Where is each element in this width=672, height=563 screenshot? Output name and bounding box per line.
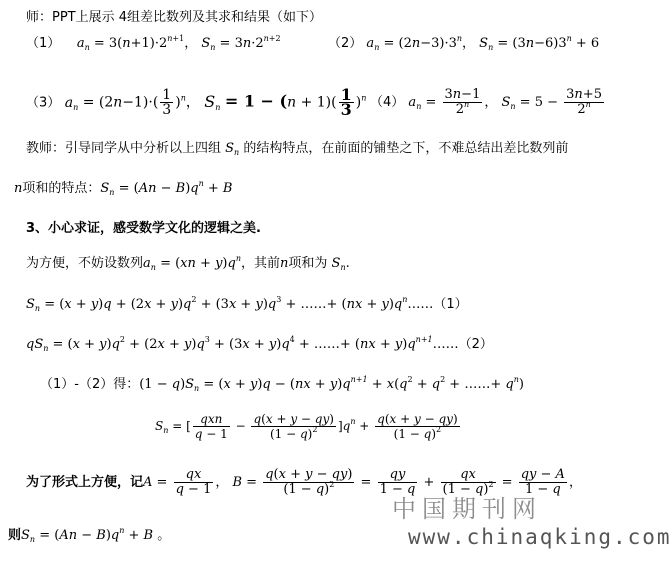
section-title: 3、小心求证，感受数学文化的逻辑之美. [26, 221, 261, 236]
watermark-url: www.chinaqking.com [408, 525, 672, 549]
equation-2: $qS_n = (x + y)q^2 + (2x + y)q^3 + (3x + y)q^4$ + ……+ $(nx + y)q^{n+1}\dots\dots(2)$ [26, 335, 493, 353]
watermark-chinese: 中国期刊网 [392, 495, 542, 523]
intro-text: 师：PPT上展示 4组差比数列及其求和结果（如下） [26, 10, 323, 25]
assumption-line: 为方便，不妨设数列$a_n = (xn + y)q^n$，其前n项和为 $S_n$. [26, 254, 350, 272]
equation-sn-result: $S_n$ = [ $\frac{\text{qxn}}{q - 1}$ − $\frac{q(x + y - qy)}{(1 - q)^2}$ ]$q^n$ + $\frac{q(x + y - qy)}{(1 - q)^2}$ [155, 412, 458, 441]
example-4: （4） $a_n$ = $\frac{3n-1}{2^n}$ ， $S_n = 5$ − $\frac{3n+5}{2^n}$ [370, 87, 602, 117]
teacher-line-1: 教师：引导同学从中分析以上四组 $S_n$ 的结构特点，在前面的铺垫之下，不难总结出差比数列前 [26, 141, 569, 157]
example-2: （2） $a_n = (2n-3)\cdot 3^n$， $S_n = (3n-6)3^n + 6$ [328, 34, 600, 52]
teacher-line-2: n项和的特点：$S_n = (An - B)q^n + B$ [14, 179, 233, 197]
example-1: （1） $a_n = 3(n+1)\cdot 2^{n+1}$， $S_n = 3n\cdot 2^{n+2}$ [26, 34, 281, 52]
equation-difference: （1）-（2）得：$(1 - q)S_n = (x + y)q - (nx + y)q^{n+1} + x(q^2 + q^2$ + ……+ $q^n$) [40, 375, 524, 393]
conclusion-line: 则$S_n = (An - B)q^n + B$ 。 [8, 526, 171, 544]
definition-line: 为了形式上方便，记A = $\frac{qx}{q - 1}$ ， B = $\frac{q(x + y - qy)}{(1 - q)^2}$ = $\frac{qy}{1 - q}$ + $\frac{qx}{(1 - q)^2}$ = $\frac{qy - A}{1 - q}$ ， [26, 467, 582, 497]
equation-1: $S_n = (x + y)q + (2x + y)q^2 + (3x + y)q^3$ + ……+ $(nx + y)q^n\dots\dots(1)$ [26, 295, 468, 313]
example-3: （3） $a_n = (2n-1)\cdot$( $\frac{1}{3}$ )$^n$， $S_n = 1 - (n + 1)$( $\frac{1}{3}$ )$^n$ [26, 85, 367, 119]
